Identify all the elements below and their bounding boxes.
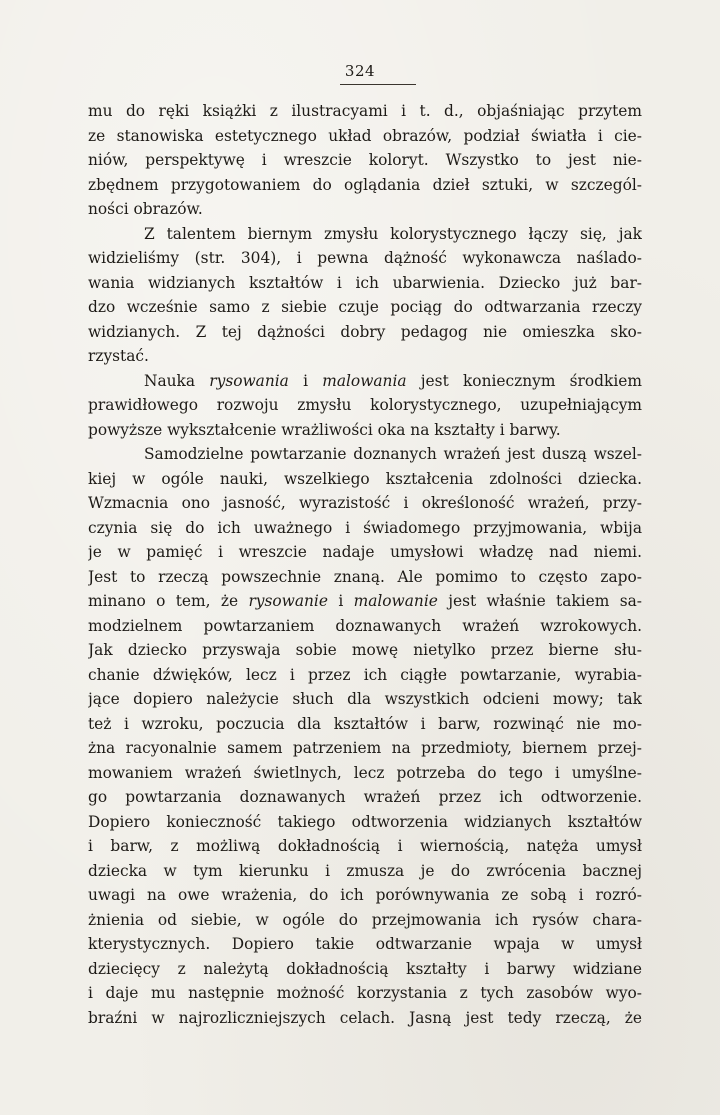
text-run: Dopiero konieczność takiego odtworzenia widzianych kształtów: [88, 812, 642, 831]
text-line: [88, 589, 642, 614]
text-run: ności obrazów.: [88, 200, 203, 218]
italic-term: malowanie: [353, 592, 438, 610]
text-run: wania widzianych kształtów i ich ubarwienia. Dziecko już bar-: [88, 273, 642, 292]
text-line: [88, 467, 642, 492]
text-line: [88, 516, 642, 541]
text-run: mu do ręki książki z ilustracyami i t. d., objaśniając przytem: [88, 102, 642, 120]
text-run: Nauka: [144, 371, 210, 390]
text-line: [88, 712, 642, 737]
text-run: je w pamięć i wreszcie nadaje umysłowi władzę nad niemi.: [88, 543, 642, 561]
text-line: [88, 883, 642, 908]
text-run: niów, perspektywę i wreszcie koloryt. Wszystko to jest nie-: [88, 151, 642, 169]
text-run: żnienia od siebie, w ogóle do przejmowania ich rysów chara-: [88, 910, 642, 929]
text-run: dziecięcy z należytą dokładnością kształty i barwy widziane: [88, 959, 642, 978]
text-line: [88, 810, 642, 835]
text-run: kterystycznych. Dopiero takie odtwarzanie wpaja w umysł: [88, 935, 642, 953]
text-line: [88, 859, 642, 884]
text-run: i: [288, 371, 323, 390]
text-run: minano o tem, że: [88, 592, 249, 610]
text-run: chanie dźwięków, lecz i przez ich ciągłe powtarzanie, wyrabia-: [88, 665, 642, 684]
text-run: prawidłowego rozwoju zmysłu kolorystycznego, uzupełniającym: [88, 396, 642, 414]
text-run: Jest to rzeczą powszechnie znaną. Ale pomimo to często zapo-: [88, 567, 642, 586]
text-run: dziecka w tym kierunku i zmusza je do zwrócenia bacznej: [88, 861, 642, 880]
text-run: ze stanowiska estetycznego układ obrazów, podział światła i cie-: [88, 126, 642, 145]
text-run: Jak dziecko przyswaja sobie mowę nietylko przez bierne słu-: [88, 641, 642, 659]
text-line: [88, 663, 642, 688]
text-line: [88, 957, 642, 982]
text-line: [88, 908, 642, 933]
text-run: i daje mu następnie możność korzystania z tych zasobów wyo-: [88, 984, 642, 1002]
text-run: czynia się do ich uważnego i świadomego przyjmowania, wbija: [88, 518, 642, 537]
text-line: [88, 369, 642, 394]
text-run: i barw, z możliwą dokładnością i wiernością, natęża umysł: [88, 837, 642, 855]
text-line: [88, 124, 642, 149]
text-line: [88, 295, 642, 320]
text-line: [88, 197, 642, 222]
text-line: [88, 834, 642, 859]
text-line: [88, 932, 642, 957]
text-line: [88, 148, 642, 173]
text-run: uwagi na owe wrażenia, do ich porównywania ze sobą i rozró-: [88, 886, 642, 904]
text-run: go powtarzania doznawanych wrażeń przez ich odtworzenie.: [88, 788, 642, 806]
text-run: braźni w najrozliczniejszych celach. Jasną jest tedy rzeczą, że: [88, 1008, 642, 1027]
text-run: żna racyonalnie samem patrzeniem na przedmioty, biernem przej-: [88, 739, 642, 757]
italic-term: rysowanie: [248, 592, 328, 610]
text-run: Samodzielne powtarzanie doznanych wrażeń jest duszą wszel-: [144, 445, 642, 463]
text-line: [88, 99, 642, 124]
text-line: [88, 320, 642, 345]
text-run: powyższe wykształcenie wrażliwości oka na kształty i barwy.: [88, 420, 561, 439]
text-run: kiej w ogóle nauki, wszelkiego kształcenia zdolności dziecka.: [88, 469, 642, 488]
text-line: [88, 222, 642, 247]
text-run: też i wzroku, poczucia dla kształtów i barw, rozwinąć nie mo-: [88, 714, 642, 733]
text-line: [88, 736, 642, 761]
body-text: [88, 99, 642, 1030]
text-line: [88, 761, 642, 786]
text-line: [88, 1006, 642, 1031]
text-line: [88, 638, 642, 663]
text-run: jące dopiero należycie słuch dla wszystkich odcieni mowy; tak: [88, 690, 642, 708]
text-line: [88, 442, 642, 467]
text-run: Wzmacnia ono jasność, wyrazistość i określoność wrażeń, przy-: [88, 494, 642, 512]
text-line: [88, 540, 642, 565]
text-line: [88, 418, 642, 443]
text-line: [88, 614, 642, 639]
italic-term: rysowania: [209, 371, 289, 390]
page-number-rule: [340, 84, 416, 85]
text-run: zbędnem przygotowaniem do oglądania dzieł sztuki, w szczegól-: [88, 175, 642, 194]
text-run: modzielnem powtarzaniem doznawanych wrażeń wzrokowych.: [88, 616, 642, 635]
text-run: i: [327, 592, 354, 610]
text-run: rzystać.: [88, 347, 149, 365]
text-line: [88, 565, 642, 590]
text-run: Z talentem biernym zmysłu kolorystycznego łączy się, jak: [144, 224, 642, 243]
text-line: [88, 246, 642, 271]
text-line: [88, 393, 642, 418]
text-run: jest koniecznym środkiem: [406, 371, 642, 390]
text-line: [88, 173, 642, 198]
text-line: [88, 785, 642, 810]
text-run: dzo wcześnie samo z siebie czuje pociąg do odtwarzania rzeczy: [88, 298, 642, 316]
text-run: widzieliśmy (str. 304), i pewna dążność wykonawcza naślado-: [88, 249, 642, 267]
text-line: [88, 344, 642, 369]
text-run: widzianych. Z tej dążności dobry pedagog nie omieszka sko-: [88, 322, 642, 341]
text-line: [88, 491, 642, 516]
italic-term: malowania: [322, 371, 407, 390]
text-line: [88, 981, 642, 1006]
text-line: [88, 271, 642, 296]
text-run: mowaniem wrażeń świetlnych, lecz potrzeba do tego i umyślne-: [88, 763, 642, 782]
text-line: [88, 687, 642, 712]
text-run: jest właśnie takiem sa-: [437, 592, 642, 610]
page-number: 324: [344, 62, 376, 80]
